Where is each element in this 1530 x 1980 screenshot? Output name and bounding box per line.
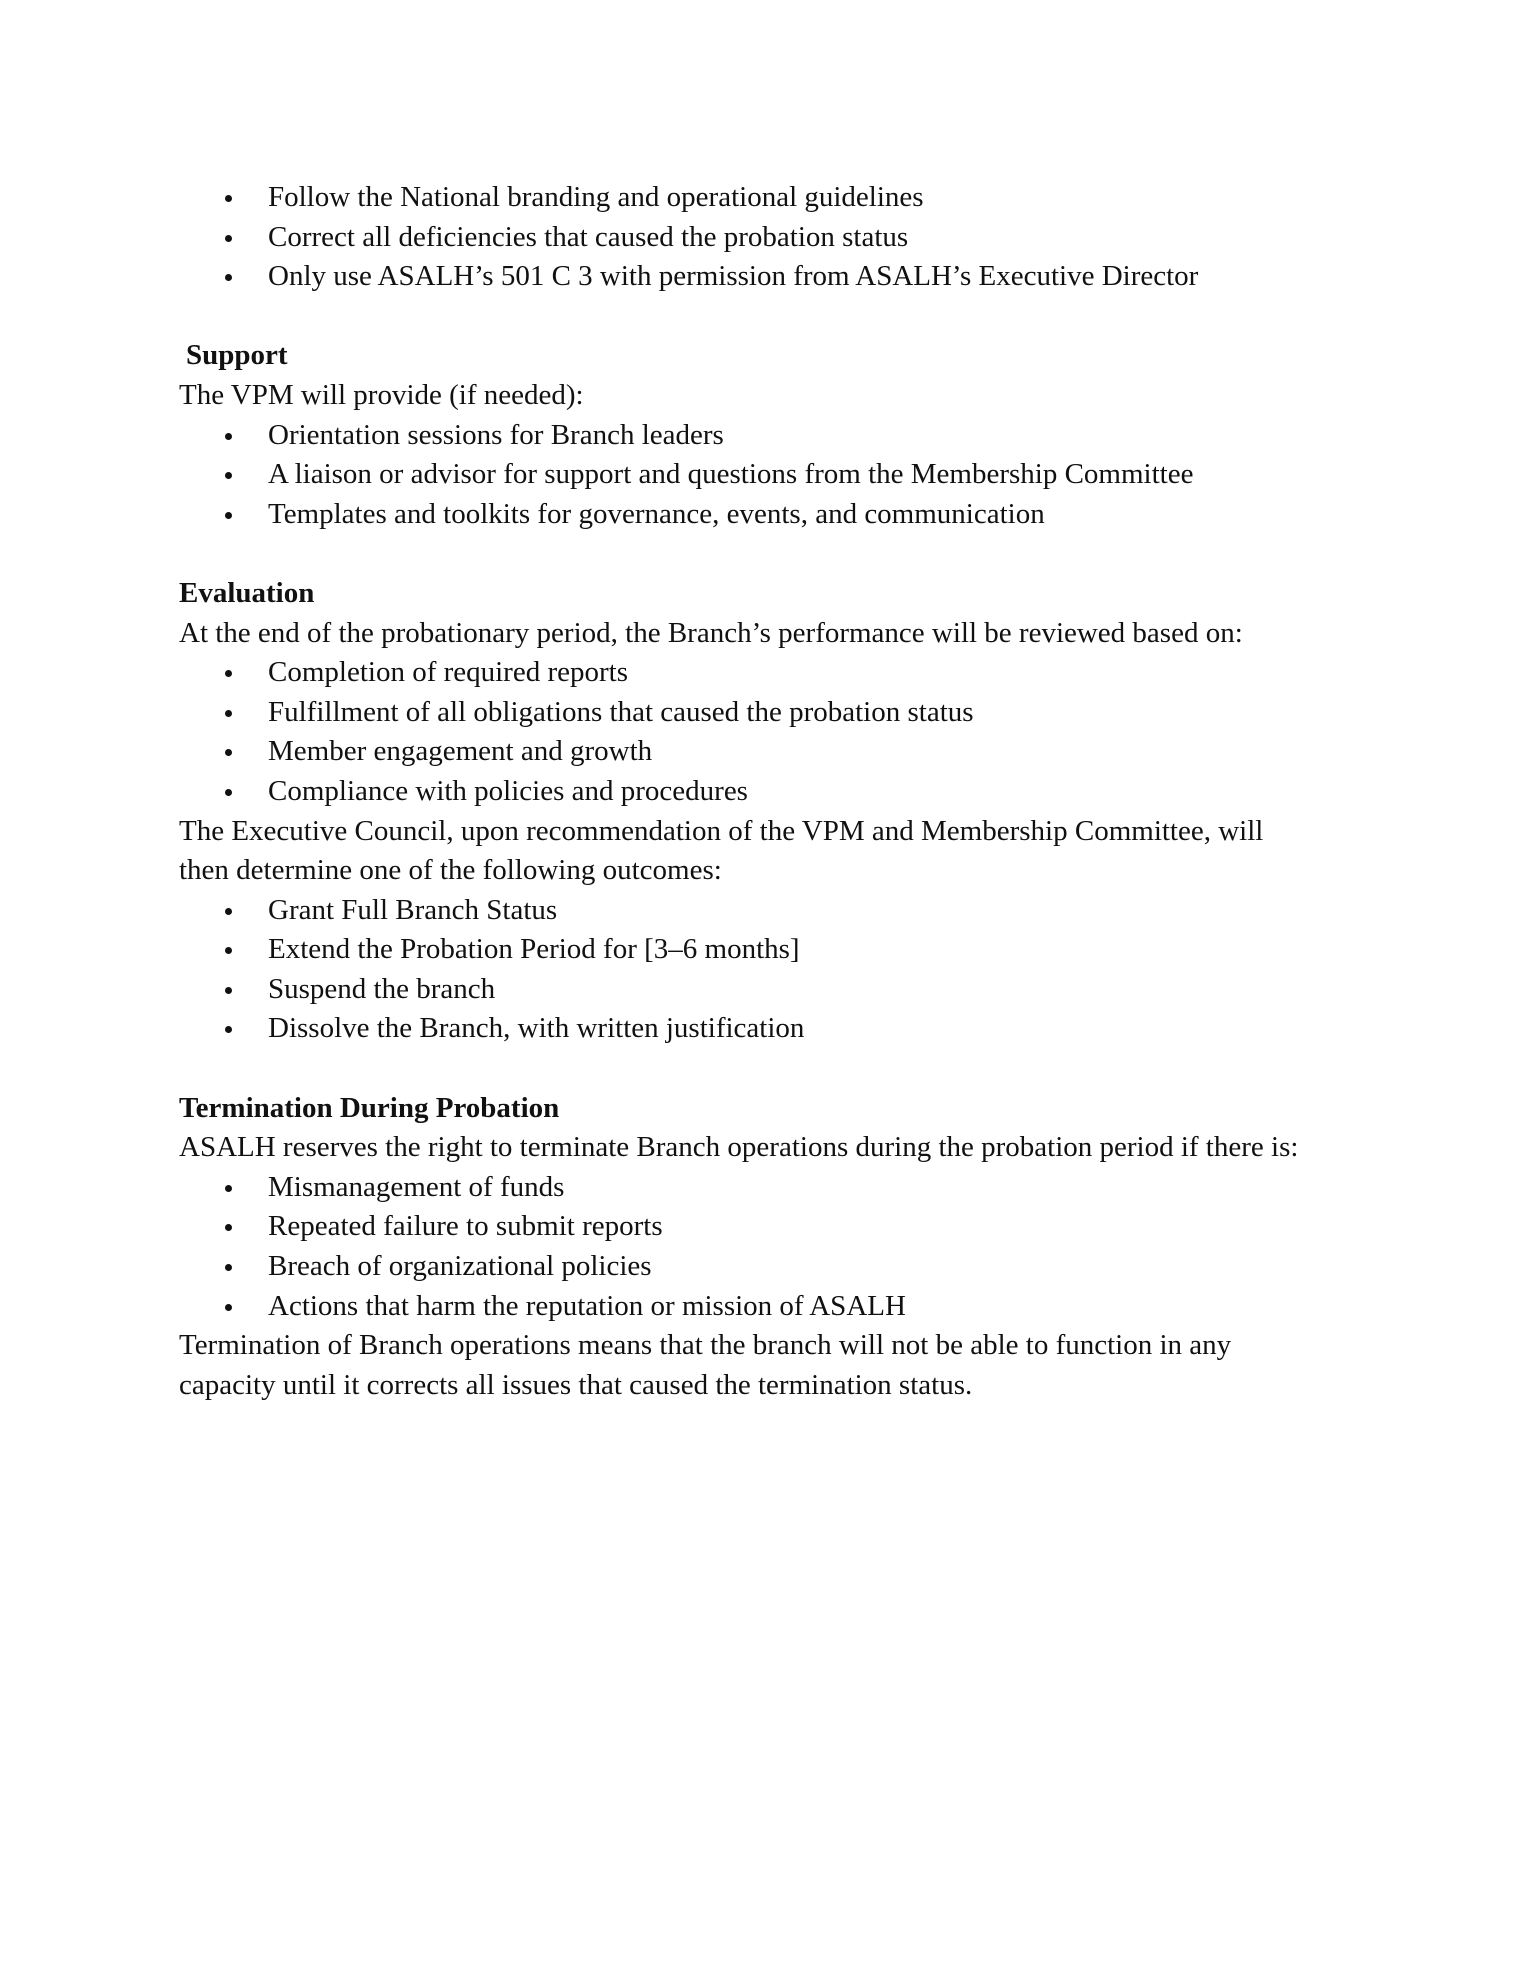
list-item: Mismanagement of funds (179, 1168, 1379, 1208)
guidelines-list (179, 178, 1379, 297)
list-item: Completion of required reports (179, 653, 1379, 693)
list-item: Member engagement and growth (179, 732, 1379, 772)
bullet-icon (225, 274, 232, 281)
bullet-icon (225, 789, 232, 796)
list-item: Suspend the branch (179, 970, 1379, 1010)
support-list (179, 416, 1379, 535)
list-item: Orientation sessions for Branch leaders (179, 416, 1379, 456)
evaluation-criteria-list (179, 653, 1379, 811)
bullet-icon (225, 433, 232, 440)
list-item: Grant Full Branch Status (179, 891, 1379, 931)
evaluation-heading: Evaluation (179, 576, 315, 609)
support-heading: Support (186, 339, 288, 372)
termination-closing-line2: capacity until it corrects all issues that caused the termination status. (179, 1368, 973, 1401)
list-item: Actions that harm the reputation or mission of ASALH (179, 1287, 1379, 1327)
termination-heading: Termination During Probation (179, 1091, 560, 1124)
bullet-icon (225, 987, 232, 994)
evaluation-intro: At the end of the probationary period, the Branch’s performance will be reviewed based on: (179, 616, 1243, 649)
bullet-icon (225, 908, 232, 915)
list-item: Repeated failure to submit reports (179, 1207, 1379, 1247)
list-item: Correct all deficiencies that caused the probation status (179, 218, 1379, 258)
bullet-icon (225, 670, 232, 677)
list-item: Templates and toolkits for governance, events, and communication (179, 495, 1379, 535)
outcomes-list (179, 891, 1379, 1049)
list-item: Dissolve the Branch, with written justification (179, 1009, 1379, 1049)
bullet-icon (225, 1185, 232, 1192)
bullet-icon (225, 710, 232, 717)
termination-intro: ASALH reserves the right to terminate Branch operations during the probation period if there is: (179, 1131, 1299, 1164)
bullet-icon (225, 1026, 232, 1033)
list-item: Only use ASALH’s 501 C 3 with permission from ASALH’s Executive Director (179, 257, 1379, 297)
list-item: Follow the National branding and operational guidelines (179, 178, 1379, 218)
bullet-icon (225, 947, 232, 954)
list-item: Compliance with policies and procedures (179, 772, 1379, 812)
list-item: Breach of organizational policies (179, 1247, 1379, 1287)
bullet-icon (225, 1224, 232, 1231)
list-item: Extend the Probation Period for [3–6 months] (179, 930, 1379, 970)
bullet-icon (225, 472, 232, 479)
outcome-intro-line2: then determine one of the following outcomes: (179, 854, 722, 887)
list-item: A liaison or advisor for support and questions from the Membership Committee (179, 455, 1379, 495)
bullet-icon (225, 512, 232, 519)
termination-list (179, 1168, 1379, 1326)
bullet-icon (225, 235, 232, 242)
list-item: Fulfillment of all obligations that caused the probation status (179, 693, 1379, 733)
bullet-icon (225, 195, 232, 202)
bullet-icon (225, 1264, 232, 1271)
outcome-intro-line1: The Executive Council, upon recommendation of the VPM and Membership Committee, will (179, 814, 1264, 847)
document-body (179, 178, 1379, 1405)
support-intro: The VPM will provide (if needed): (179, 378, 584, 411)
bullet-icon (225, 749, 232, 756)
termination-closing-line1: Termination of Branch operations means that the branch will not be able to function in any (179, 1329, 1232, 1362)
bullet-icon (225, 1304, 232, 1311)
